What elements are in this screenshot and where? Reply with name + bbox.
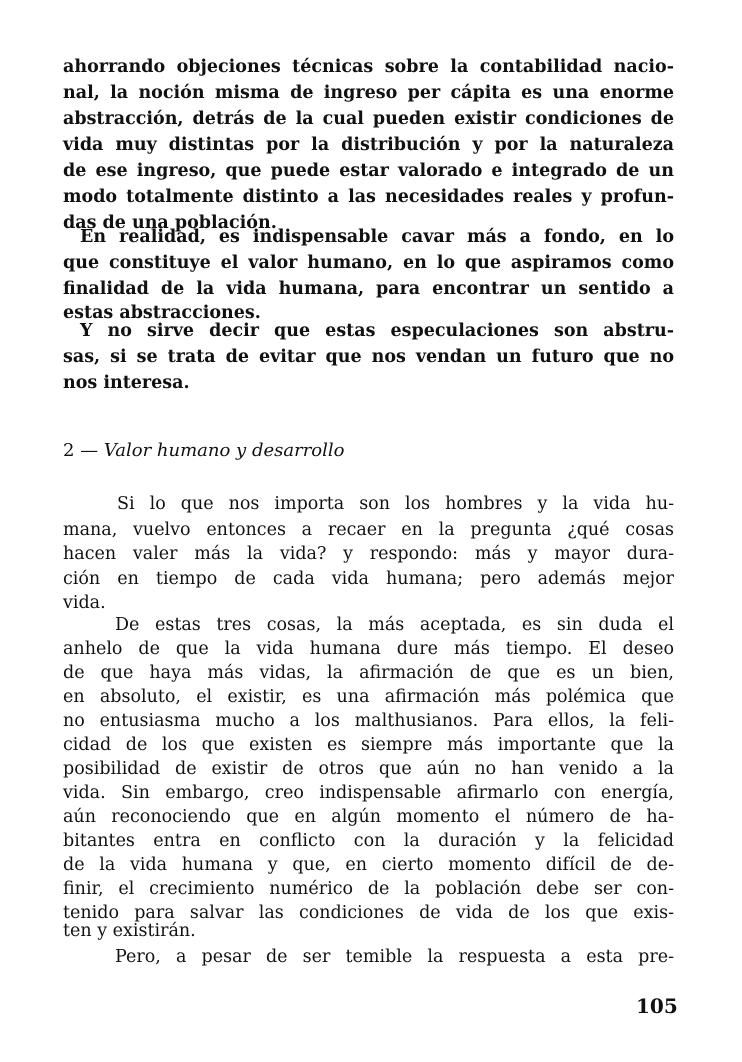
text-line: posibilidad de existir de otros que aún no han venido a la [63, 759, 674, 779]
text-line: de que haya más vidas, la afirmación de que es un bien, [63, 663, 674, 683]
text-line: Pero, a pesar de ser temible la respuesta a esta pre- [115, 947, 674, 967]
text-line: nal, la noción misma de ingreso per cápita es una enorme [63, 83, 674, 103]
text-line: De estas tres cosas, la más aceptada, es sin duda el [115, 615, 674, 635]
text-line: finir, el crecimiento numérico de la población debe ser con- [63, 879, 674, 899]
section-title: Valor humano y desarrollo [103, 440, 345, 461]
text-line: vida muy distintas por la distribución y por la naturaleza [63, 135, 674, 155]
text-line: cidad de los que existen es siempre más importante que la [63, 735, 674, 755]
text-line: bitantes entra en conflicto con la duración y la felicidad [63, 831, 674, 851]
text-line: nos interesa. [63, 373, 190, 393]
text-line: finalidad de la vida humana, para encontrar un sentido a [63, 279, 674, 299]
text-line: modo totalmente distinto a las necesidades reales y profun- [63, 187, 674, 207]
text-line: tenido para salvar las condiciones de vida de los que exis- [63, 903, 674, 923]
text-line: de ese ingreso, que puede estar valorado e integrado de un [63, 161, 674, 181]
text-line: anhelo de que la vida humana dure más tiempo. El deseo [63, 639, 674, 659]
text-line: mana, vuelvo entonces a recaer en la pregunta ¿qué cosas [63, 520, 674, 540]
text-line: vida. Sin embargo, creo indispensable afirmarlo con energía, [63, 783, 674, 803]
page-number: 105 [636, 994, 678, 1018]
text-line: que constituye el valor humano, en lo que aspiramos como [63, 253, 674, 273]
section-heading [63, 438, 345, 464]
text-line: ahorrando objeciones técnicas sobre la contabilidad nacio- [63, 57, 674, 77]
text-line: abstracción, detrás de la cual pueden existir condiciones de [63, 109, 674, 129]
text-line: En realidad, es indispensable cavar más a fondo, en lo [80, 227, 674, 247]
text-line: hacen valer más la vida? y respondo: más y mayor dura- [63, 544, 674, 564]
text-line: de la vida humana y que, en cierto momento difícil de de- [63, 855, 674, 875]
text-line: en absoluto, el existir, es una afirmación más polémica que [63, 687, 674, 707]
text-line: no entusiasma mucho a los malthusianos. Para ellos, la feli- [63, 711, 674, 731]
text-line: vida. [63, 593, 106, 613]
text-line: ción en tiempo de cada vida humana; pero además mejor [63, 569, 674, 589]
text-line: das de una población. [63, 213, 277, 233]
text-line: Si lo que nos importa son los hombres y la vida hu- [117, 494, 674, 514]
section-number: 2 — [63, 440, 99, 461]
text-line: ten y existirán. [63, 921, 196, 941]
text-line: sas, si se trata de evitar que nos vendan un futuro que no [63, 347, 674, 367]
text-line: aún reconociendo que en algún momento el número de ha- [63, 807, 674, 827]
text-line: estas abstracciones. [63, 303, 261, 323]
text-line: Y no sirve decir que estas especulaciones son abstru- [80, 321, 674, 341]
